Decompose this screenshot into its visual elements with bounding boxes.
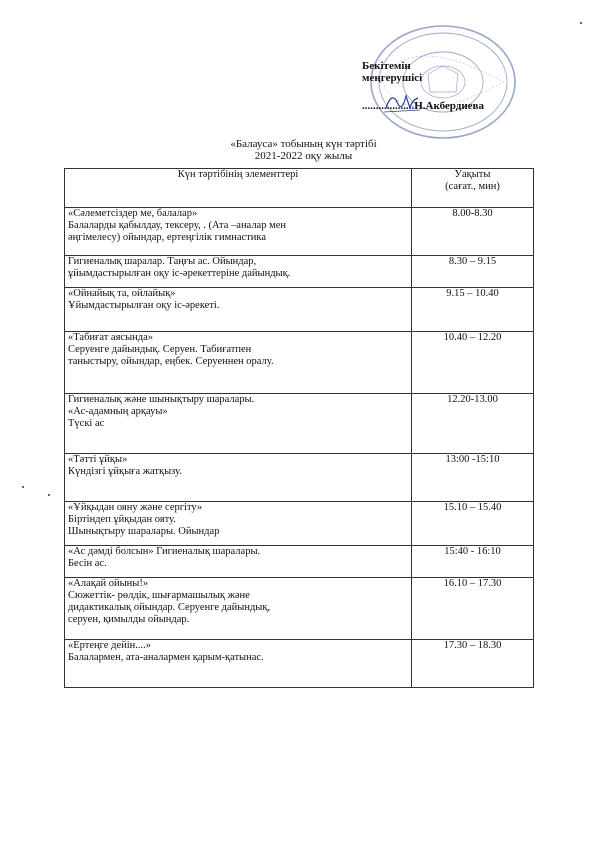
scan-speck [48,494,50,496]
activity-line: серуен, қимылды ойындар. [68,614,190,625]
activity-line: Бесін ас. [68,558,107,569]
header-time-label: Уақыты [454,169,491,180]
time-cell: 8.00-8.30 [412,208,534,256]
activity-line: «Сәлеметсіздер ме, балалар» [68,208,198,219]
daily-schedule-table [64,168,534,688]
table-row [65,454,534,502]
title-group-schedule: «Балауса» тобының күн тәртібі [230,138,377,150]
approval-position: меңгерушісі [362,72,423,84]
activity-cell [65,578,412,640]
table-row [65,502,534,546]
scan-speck [22,486,24,488]
time-cell: 17.30 – 18.30 [412,640,534,688]
table-header-row [65,169,534,208]
activity-line: Шынықтыру шаралары. Ойындар [68,526,220,537]
activity-line: «Ойнайық та, ойлайық» [68,288,176,299]
activity-line: Гигиеналық және шынықтыру шаралары. [68,394,255,405]
activity-line: Сюжеттік- рөлдік, шығармашылық және [68,590,250,601]
document-title [0,138,595,162]
time-cell: 10.40 – 12.20 [412,332,534,394]
activity-line: әңгімелесу) ойындар, ертеңгілік гимнастика [68,232,266,243]
activity-cell [65,454,412,502]
activity-line: Түскі ас [68,418,105,429]
activity-line: «Ас-адамның арқауы» [68,406,168,417]
activity-line: Гигиеналық шаралар. Таңғы ас. Ойындар, [68,256,257,267]
approval-signature-line: ...................Н.Акбердиева [362,100,484,112]
activity-line: Серуенге дайындық. Серуен. Табиғатпен [68,344,252,355]
activity-cell [65,394,412,454]
activity-line: таныстыру, ойындар, еңбек. Серуеннен оралу. [68,356,274,367]
approval-block [362,60,484,112]
table-row [65,332,534,394]
activity-cell [65,256,412,288]
activity-line: «Алақай ойыны!» [68,578,149,589]
table-row [65,208,534,256]
activity-line: «Ас дәмді болсын» Гигиеналық шаралары. [68,546,261,557]
activity-line: «Тәтті ұйқы» [68,454,128,465]
table-row [65,578,534,640]
activity-cell [65,332,412,394]
title-academic-year: 2021-2022 оқу жылы [254,150,353,162]
table-row [65,288,534,332]
activity-line: Ұйымдастырылған оқу іс-әрекеті. [68,300,220,311]
activity-cell [65,288,412,332]
activity-line: Балалармен, ата-аналармен қарым-қатынас. [68,652,264,663]
table-row [65,640,534,688]
time-cell: 16.10 – 17.30 [412,578,534,640]
header-time [412,169,534,208]
activity-cell [65,640,412,688]
activity-line: ұйымдастырылған оқу іс-әрекеттеріне дайындық. [68,268,291,279]
activity-line: Балаларды қабылдау, тексеру, . (Ата –аналар мен [68,220,287,231]
time-cell: 15:40 - 16:10 [412,546,534,578]
time-cell: 8.30 – 9.15 [412,256,534,288]
table-row [65,394,534,454]
activity-line: Біртіндеп ұйқыдан ояту. [68,514,176,525]
table-row [65,256,534,288]
activity-cell [65,208,412,256]
activity-cell [65,502,412,546]
header-activity: Күн тәртібінің элементтері [65,169,412,208]
activity-line: «Ұйқыдан ояну және сергіту» [68,502,203,513]
handwritten-signature [382,86,422,116]
scan-speck [580,22,582,24]
time-cell: 12.20-13.00 [412,394,534,454]
table-row [65,546,534,578]
activity-cell [65,546,412,578]
time-cell: 15.10 – 15.40 [412,502,534,546]
approval-title: Бекітемін [362,60,411,72]
header-time-units: (сағат., мин) [445,181,500,192]
activity-line: «Табиғат аясында» [68,332,154,343]
time-cell: 9.15 – 10.40 [412,288,534,332]
activity-line: «Ертеңге дейін....» [68,640,152,651]
activity-line: Күндізгі ұйқыға жатқызу. [68,466,182,477]
activity-line: дидактикалық ойындар. Серуенге дайындық, [68,602,271,613]
time-cell: 13:00 -15:10 [412,454,534,502]
